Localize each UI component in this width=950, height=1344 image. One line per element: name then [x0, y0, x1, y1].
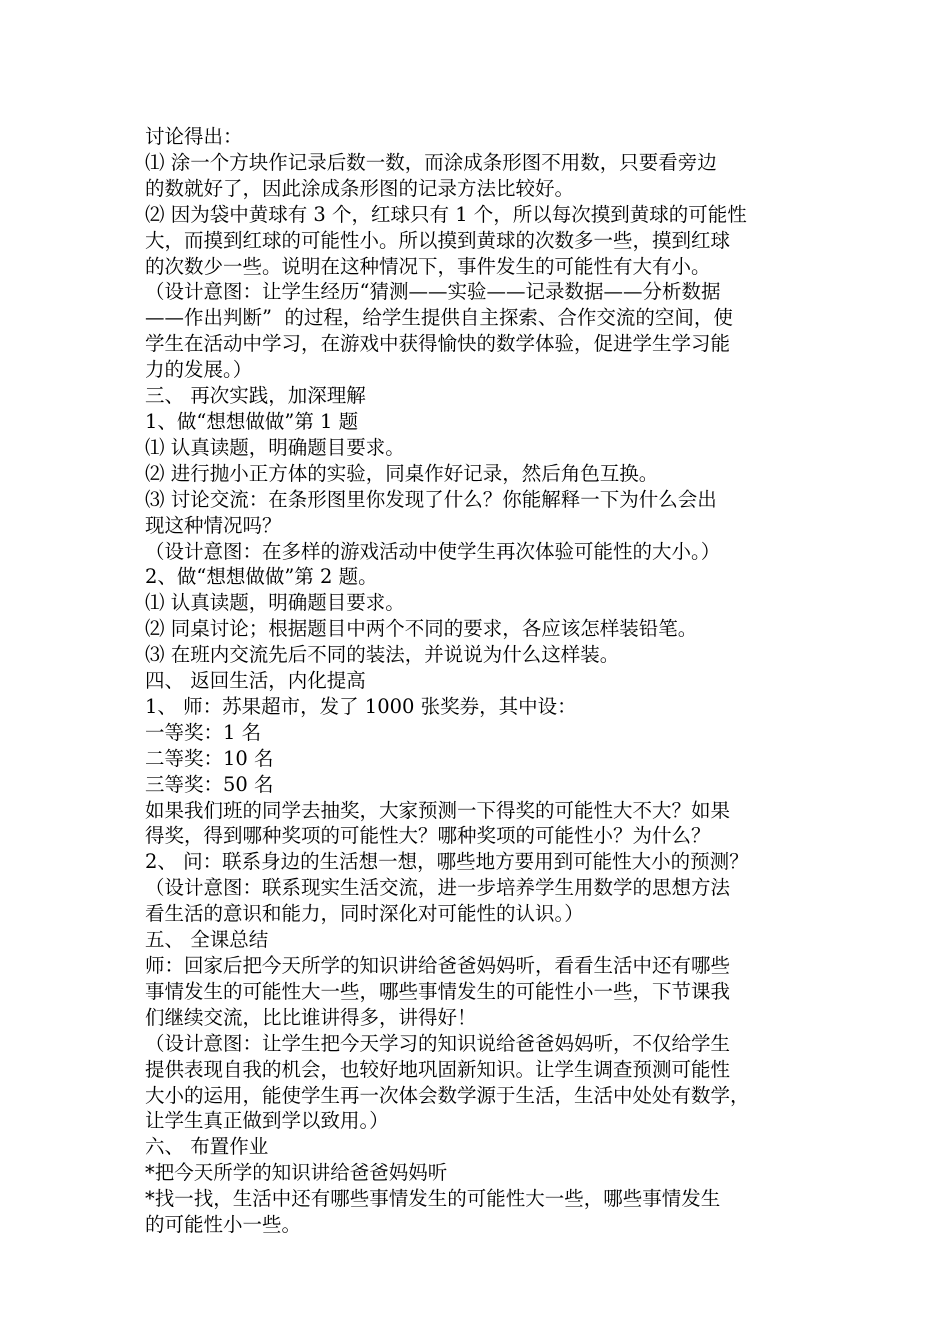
text-line: 的次数少一些。说明在这种情况下，事件发生的可能性有大有小。 [145, 254, 711, 278]
text-line: 1、 师：苏果超市，发了 1000 张奖券，其中设： [145, 694, 577, 718]
text-line: 学生在活动中学习，在游戏中获得愉快的数学体验，促进学生学习能 [145, 332, 731, 356]
text-line: *找一找，生活中还有哪些事情发生的可能性大一些，哪些事情发生 [145, 1187, 721, 1211]
text-line: （设计意图：在多样的游戏活动中使学生再次体验可能性的大小。） [145, 539, 721, 563]
text-line: 得奖，得到哪种奖项的可能性大？哪种奖项的可能性小？为什么？ [145, 824, 711, 848]
text-line: （设计意图：联系现实生活交流，进一步培养学生用数学的思想方法 [145, 876, 731, 900]
text-line: 提供表现自我的机会，也较好地巩固新知识。让学生调查预测可能性 [145, 1057, 731, 1081]
text-line: 一等奖：1 名 [145, 720, 262, 744]
text-line: 让学生真正做到学以致用。） [145, 1109, 389, 1133]
text-line: ⑴ 认真读题，明确题目要求。 [145, 435, 405, 459]
text-line: ⑵ 进行抛小正方体的实验，同桌作好记录，然后角色互换。 [145, 461, 659, 485]
text-line: 二等奖：10 名 [145, 746, 274, 770]
text-line: 大小的运用，能使学生再一次体会数学源于生活，生活中处处有数学， [145, 1083, 750, 1107]
text-line: ⑶ 在班内交流先后不同的装法，并说说为什么这样装。 [145, 643, 620, 667]
section-heading: 四、 返回生活，内化提高 [145, 669, 366, 693]
document-body [145, 124, 825, 1238]
section-heading: 六、 布置作业 [145, 1135, 269, 1159]
text-line: 力的发展。） [145, 358, 253, 382]
section-heading: 三、 再次实践，加深理解 [145, 384, 366, 408]
text-line: 三等奖：50 名 [145, 772, 274, 796]
text-line: *把今天所学的知识讲给爸爸妈妈听 [145, 1161, 448, 1185]
text-line: ⑵ 因为袋中黄球有 3 个，红球只有 1 个，所以每次摸到黄球的可能性 [145, 202, 747, 226]
text-line: 2、做“想想做做”第 2 题。 [145, 565, 378, 589]
text-line: ⑶ 讨论交流：在条形图里你发现了什么？你能解释一下为什么会出 [145, 487, 717, 511]
text-line: 事情发生的可能性大一些，哪些事情发生的可能性小一些，下节课我 [145, 979, 731, 1003]
text-line: 的可能性小一些。 [145, 1213, 302, 1237]
text-line: ——作出判断” 的过程，给学生提供自主探索、合作交流的空间，使 [145, 306, 733, 330]
text-line: 的数就好了，因此涂成条形图的记录方法比较好。 [145, 176, 575, 200]
text-line: 大，而摸到红球的可能性小。所以摸到黄球的次数多一些，摸到红球 [145, 228, 731, 252]
text-line: 现这种情况吗？ [145, 513, 282, 537]
text-line: 1、做“想想做做”第 1 题 [145, 409, 359, 433]
text-line: 看生活的意识和能力，同时深化对可能性的认识。） [145, 902, 584, 926]
text-line: 们继续交流，比比谁讲得多，讲得好！ [145, 1005, 477, 1029]
text-line: （设计意图：让学生经历“猜测——实验——记录数据——分析数据 [145, 280, 721, 304]
text-line: 如果我们班的同学去抽奖，大家预测一下得奖的可能性大不大？如果 [145, 798, 731, 822]
text-line: 师：回家后把今天所学的知识讲给爸爸妈妈听，看看生活中还有哪些 [145, 954, 731, 977]
text-line: （设计意图：让学生把今天学习的知识说给爸爸妈妈听，不仅给学生 [145, 1031, 731, 1055]
text-line: ⑵ 同桌讨论；根据题目中两个不同的要求，各应该怎样装铅笔。 [145, 617, 698, 641]
section-heading: 五、 全课总结 [145, 928, 269, 952]
text-line: ⑴ 认真读题，明确题目要求。 [145, 591, 405, 615]
text-line: 2、 问：联系身边的生活想一想，哪些地方要用到可能性大小的预测？ [145, 850, 749, 874]
text-line: ⑴ 涂一个方块作记录后数一数，而涂成条形图不用数，只要看旁边 [145, 150, 717, 174]
text-line: 讨论得出： [145, 125, 243, 148]
